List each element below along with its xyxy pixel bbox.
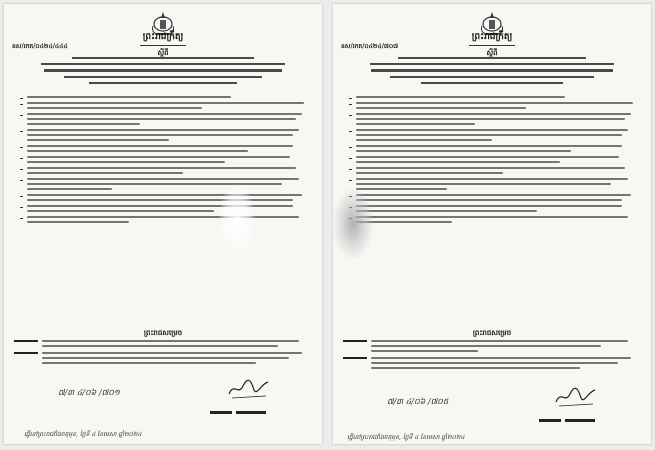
blur-spot [333, 189, 373, 259]
decree-heading-text [365, 57, 619, 88]
list-item [349, 216, 639, 223]
footer-place-date: ធ្វើនៅព្រះរាជវាំងចតុមុខ, ថ្ងៃទី ៤ ខែមេសា ឆ្នាំ២០២៤ [24, 431, 142, 438]
article-2 [14, 352, 310, 364]
articles [343, 340, 639, 374]
handwritten-date: ៧/៣ ៤/០៦ /៧០៥ [387, 397, 449, 406]
articles [14, 340, 310, 369]
list-item [20, 194, 310, 201]
list-item [349, 102, 639, 109]
list-item [20, 129, 310, 141]
subject-label: ស្តីពី [157, 48, 169, 57]
list-item [20, 96, 310, 98]
article-2 [343, 357, 639, 369]
handwritten-date: ៧/៣ ៤/០៦ /៧០១ [58, 388, 120, 397]
decree-kind-title: ព្រះរាជក្រឹត្យ [142, 32, 184, 42]
list-item [20, 102, 310, 109]
list-item [20, 216, 310, 223]
list-item [20, 167, 310, 174]
article-1 [343, 340, 639, 352]
list-item [349, 113, 639, 125]
list-item [20, 205, 310, 212]
decided-heading: ព្រះរាជ​សម្រេច [472, 328, 512, 337]
list-item [20, 156, 310, 163]
list-item [349, 145, 639, 152]
royal-signature [553, 384, 599, 410]
footer-place-date: ធ្វើនៅព្រះរាជវាំងចតុមុខ, ថ្ងៃទី ៤ ខែមេសា ឆ្នាំ២០២៤ [347, 434, 465, 441]
preamble-list [349, 96, 639, 227]
preamble-list [20, 96, 310, 227]
document-number: នស/រកត/០៤២៤/៤៤៤ [12, 43, 68, 50]
list-item [349, 167, 639, 174]
list-item [20, 178, 310, 190]
blur-spot [219, 184, 255, 254]
list-item [349, 194, 639, 201]
decree-kind-title: ព្រះរាជក្រឹត្យ [471, 32, 513, 42]
decided-heading: ព្រះរាជ​សម្រេច [143, 328, 183, 337]
list-item [349, 96, 639, 98]
signatory-name [210, 406, 266, 416]
list-item [349, 129, 639, 141]
document-number: នស/រកត/០៤២៤/៧០៧ [341, 43, 398, 50]
signatory-name [539, 414, 595, 424]
list-item [349, 178, 639, 190]
list-item [349, 205, 639, 212]
decree-heading-text [36, 57, 290, 88]
list-item [20, 113, 310, 125]
subject-label: ស្តីពី [486, 48, 498, 57]
list-item [349, 156, 639, 163]
list-item [20, 145, 310, 152]
royal-signature [226, 376, 272, 402]
right-decree-document [333, 4, 651, 444]
left-decree-document [4, 4, 322, 444]
article-1 [14, 340, 310, 347]
